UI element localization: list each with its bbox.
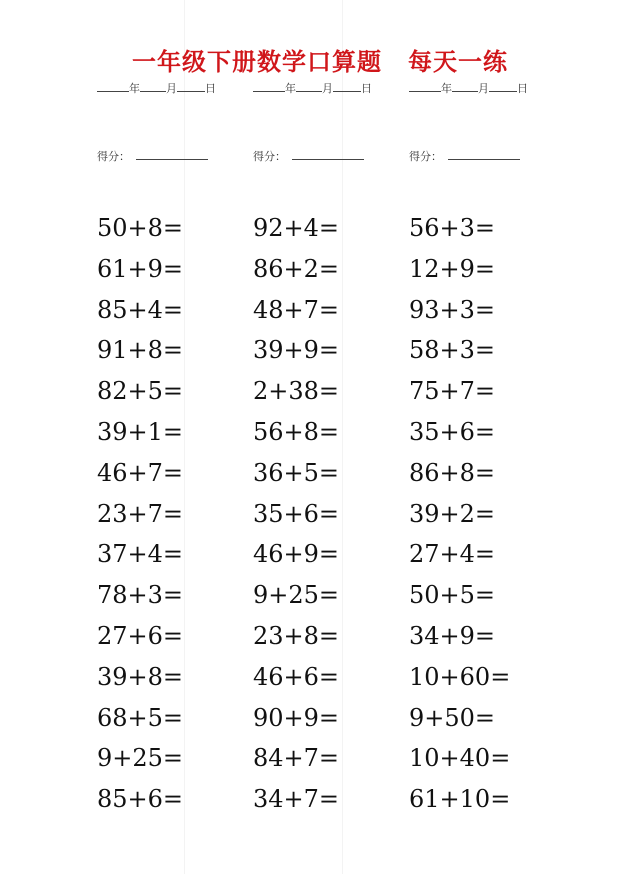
- score-field: [97, 148, 208, 164]
- day-label: 日: [205, 82, 216, 95]
- year-label: 年: [441, 82, 452, 95]
- math-problem: 50+8=: [97, 214, 184, 242]
- date-field: [253, 80, 372, 96]
- problem-column: [253, 208, 339, 820]
- math-problem: 78+3=: [97, 581, 184, 610]
- month-label: 月: [322, 82, 333, 95]
- math-problem: 12+9=: [409, 254, 496, 283]
- score-blank[interactable]: [448, 148, 520, 160]
- problem-column: [409, 208, 510, 820]
- math-problem: 35+6=: [253, 499, 340, 528]
- day-blank[interactable]: [489, 80, 517, 92]
- year-blank[interactable]: [409, 80, 441, 92]
- math-problem: 27+4=: [409, 540, 496, 569]
- math-problem: 91+8=: [97, 336, 184, 365]
- math-problem: 46+9=: [253, 540, 340, 569]
- math-problem: 75+7=: [409, 377, 496, 406]
- math-problem: 92+4=: [253, 214, 340, 242]
- title-sub: 每天一练: [408, 48, 508, 76]
- day-blank[interactable]: [333, 80, 361, 92]
- date-field: [97, 80, 216, 96]
- month-label: 月: [478, 82, 489, 95]
- math-problem: 86+2=: [253, 254, 340, 283]
- score-blank[interactable]: [292, 148, 364, 160]
- year-blank[interactable]: [97, 80, 129, 92]
- day-label: 日: [517, 82, 528, 95]
- math-problem: 46+6=: [253, 662, 340, 691]
- score-field: [409, 148, 520, 164]
- math-problem: 9+50=: [409, 703, 496, 732]
- worksheet-title: [0, 42, 640, 77]
- math-problem: 39+2=: [409, 499, 496, 528]
- page-fold-line: [342, 0, 343, 874]
- math-problem: 61+9=: [97, 254, 184, 283]
- day-blank[interactable]: [177, 80, 205, 92]
- math-problem: 56+3=: [409, 214, 496, 242]
- math-problem: 9+25=: [253, 581, 340, 610]
- problem-column: [97, 208, 183, 820]
- score-label: 得分：: [409, 150, 442, 163]
- math-problem: 2+38=: [253, 377, 340, 406]
- math-problem: 84+7=: [253, 744, 340, 773]
- score-label: 得分：: [97, 150, 130, 163]
- math-problem: 93+3=: [409, 295, 496, 324]
- math-problem: 46+7=: [97, 458, 184, 487]
- month-blank[interactable]: [452, 80, 478, 92]
- math-problem: 23+8=: [253, 621, 340, 650]
- year-label: 年: [129, 82, 140, 95]
- math-problem: 10+60=: [409, 662, 511, 691]
- month-label: 月: [166, 82, 177, 95]
- math-problem: 23+7=: [97, 499, 184, 528]
- date-field: [409, 80, 528, 96]
- score-label: 得分：: [253, 150, 286, 163]
- day-label: 日: [361, 82, 372, 95]
- math-problem: 39+9=: [253, 336, 340, 365]
- score-blank[interactable]: [136, 148, 208, 160]
- math-problem: 56+8=: [253, 417, 340, 446]
- math-problem: 82+5=: [97, 377, 184, 406]
- math-problem: 85+4=: [97, 295, 184, 324]
- year-label: 年: [285, 82, 296, 95]
- math-problem: 9+25=: [97, 744, 184, 773]
- math-problem: 39+8=: [97, 662, 184, 691]
- title-main: 一年级下册数学口算题: [132, 48, 382, 76]
- page-fold-line: [184, 0, 185, 874]
- math-problem: 61+10=: [409, 785, 511, 814]
- math-problem: 27+6=: [97, 621, 184, 650]
- math-problem: 48+7=: [253, 295, 340, 324]
- math-problem: 58+3=: [409, 336, 496, 365]
- math-problem: 50+5=: [409, 581, 496, 610]
- score-field: [253, 148, 364, 164]
- math-problem: 86+8=: [409, 458, 496, 487]
- math-problem: 90+9=: [253, 703, 340, 732]
- year-blank[interactable]: [253, 80, 285, 92]
- month-blank[interactable]: [140, 80, 166, 92]
- math-problem: 68+5=: [97, 703, 184, 732]
- math-problem: 37+4=: [97, 540, 184, 569]
- month-blank[interactable]: [296, 80, 322, 92]
- math-problem: 34+9=: [409, 621, 496, 650]
- math-problem: 34+7=: [253, 785, 340, 814]
- math-problem: 39+1=: [97, 417, 184, 446]
- math-problem: 10+40=: [409, 744, 511, 773]
- math-problem: 85+6=: [97, 785, 184, 814]
- math-problem: 35+6=: [409, 417, 496, 446]
- math-problem: 36+5=: [253, 458, 340, 487]
